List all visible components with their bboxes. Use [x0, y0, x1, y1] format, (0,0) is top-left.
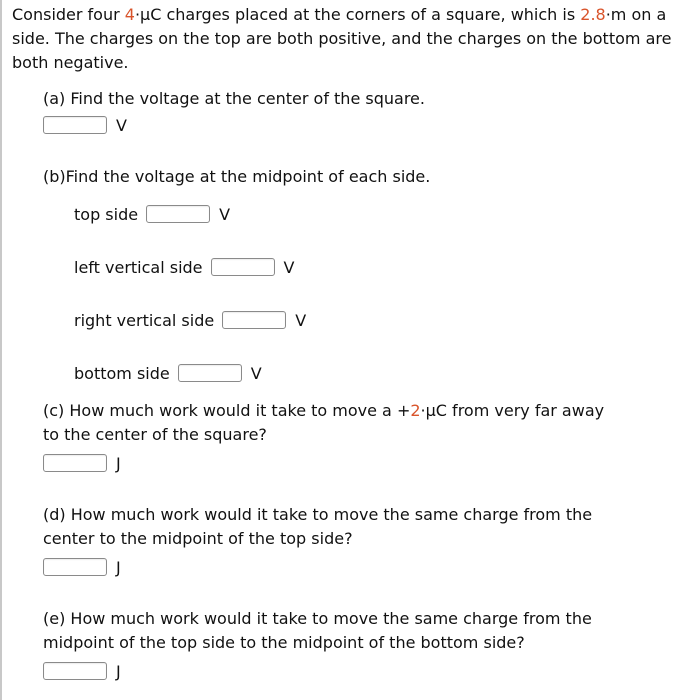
work-to-center-input[interactable] [43, 454, 107, 472]
part-e-answer-row [43, 659, 121, 683]
top-side-row [74, 202, 230, 226]
left-side-voltage-input[interactable] [211, 258, 275, 276]
left-side-unit: V [283, 257, 295, 277]
part-d-unit: J [116, 557, 121, 577]
top-side-label: top side [74, 204, 139, 224]
left-side-label: left vertical side [74, 257, 203, 277]
work-top-to-bottom-input[interactable] [43, 662, 107, 680]
part-a-unit: V [116, 115, 127, 135]
top-side-unit: V [219, 204, 231, 224]
test-charge-value: 2 [410, 401, 421, 420]
right-side-label: right vertical side [74, 310, 215, 330]
intro-text-2: ·μC charges placed at the corners of a square, which is [134, 5, 581, 24]
right-side-row [74, 308, 306, 332]
part-e-question: (e) How much work would it take to move the same charge from the midpoint of the top side to the midpoint of the bottom side? [43, 609, 592, 652]
left-border [0, 0, 2, 700]
part-c-text-1: (c) How much work would it take to move a + [43, 401, 411, 420]
part-c-question [43, 399, 623, 447]
part-c-text-2: ·μC from very far away to the center of the square? [43, 401, 605, 444]
center-voltage-input[interactable] [43, 116, 107, 134]
part-d-question: (d) How much work would it take to move the same charge from the center to the midpoint of the top side? [43, 505, 593, 548]
right-side-unit: V [295, 310, 307, 330]
right-side-voltage-input[interactable] [222, 311, 286, 329]
part-a-answer-row [43, 113, 127, 137]
intro-text-1: Consider four [12, 5, 125, 24]
side-length-value: 2.8 [580, 5, 606, 24]
bottom-side-voltage-input[interactable] [178, 364, 242, 382]
part-c-answer-row [43, 451, 121, 475]
part-e-unit: J [116, 661, 121, 681]
part-d-answer-row [43, 555, 121, 579]
charge-value: 4 [124, 5, 135, 24]
left-side-row [74, 255, 294, 279]
part-a-question: (a) Find the voltage at the center of the square. [43, 89, 425, 108]
top-side-voltage-input[interactable] [146, 205, 210, 223]
bottom-side-unit: V [250, 363, 262, 383]
part-c-unit: J [116, 453, 121, 473]
work-center-to-top-input[interactable] [43, 558, 107, 576]
bottom-side-label: bottom side [74, 363, 170, 383]
problem-statement [12, 3, 672, 75]
part-b-question: (b)Find the voltage at the midpoint of each side. [43, 167, 431, 186]
bottom-side-row [74, 361, 262, 385]
intro-text-3: ·m on a side. The charges on the top are both positive, and the charges on the bottom are both negative. [12, 5, 672, 72]
